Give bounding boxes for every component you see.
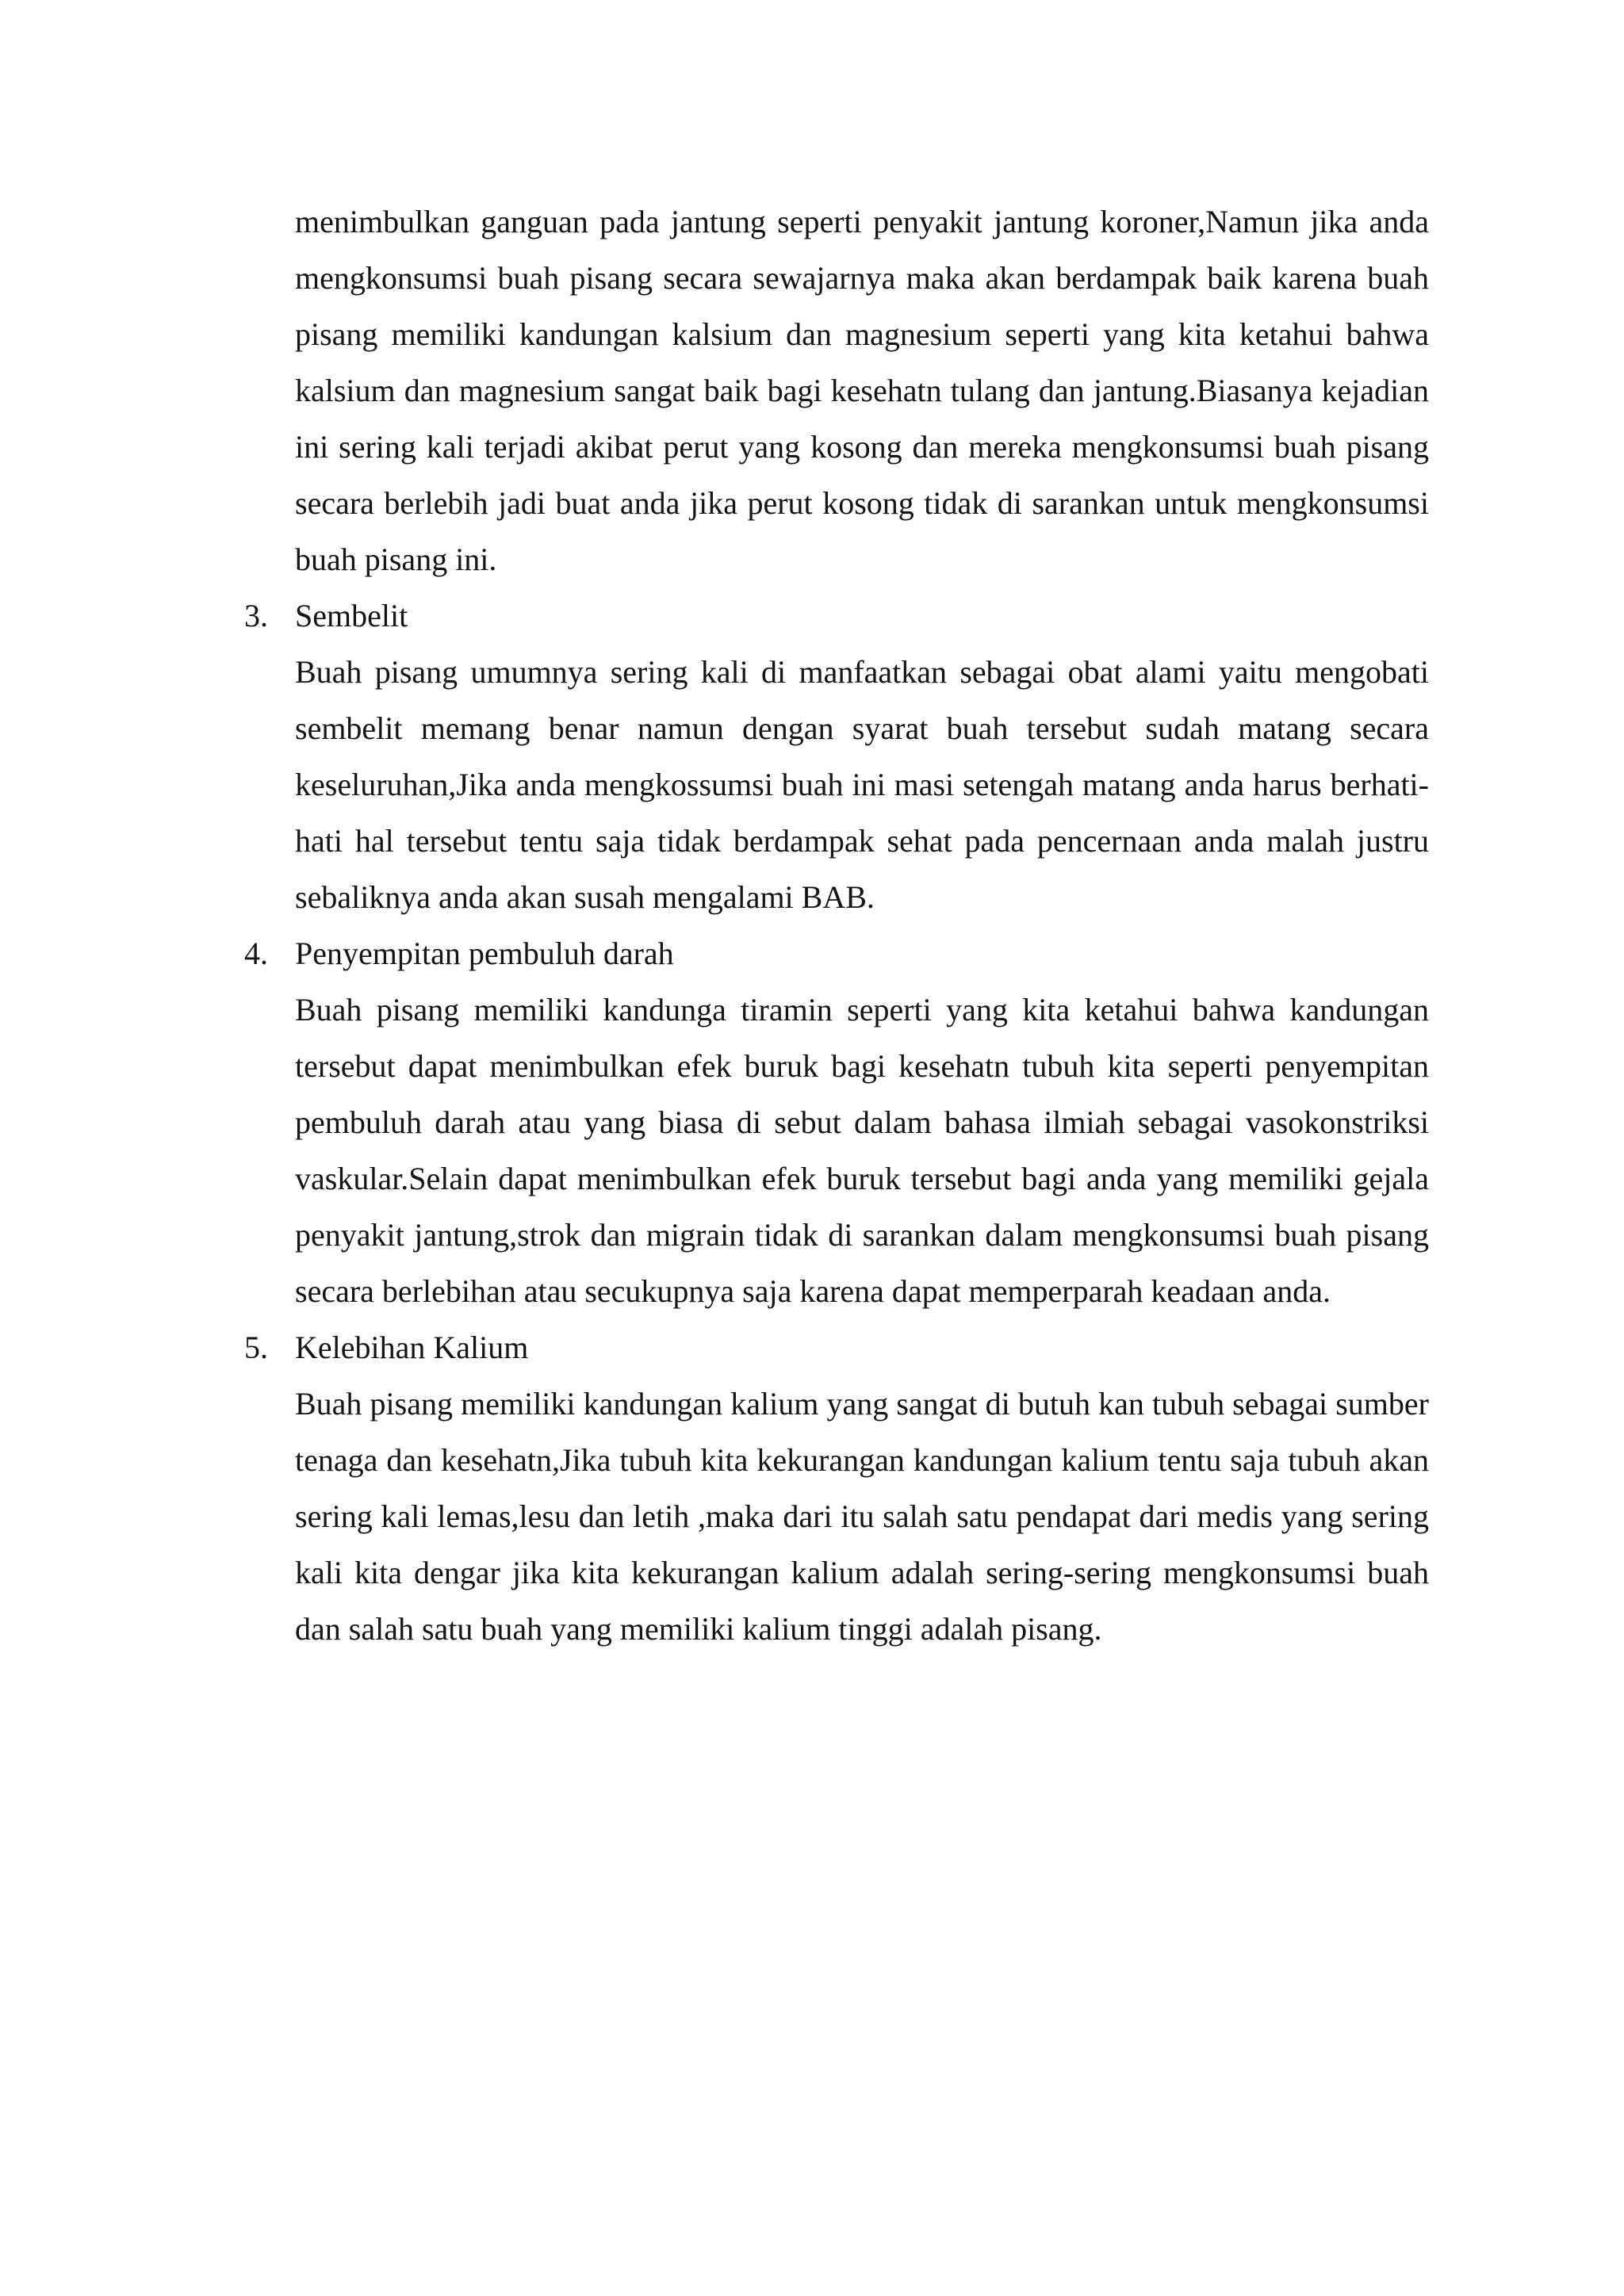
list-item-kelebihan-kalium [244,1319,1429,1657]
list-item-title: Sembelit [295,598,408,633]
list-item-penyempitan-pembuluh-darah [244,925,1429,1319]
intro-paragraph: menimbulkan ganguan pada jantung seperti penyakit jantung koroner,Namun jika anda mengkonsumsi buah pisang secara sewajarnya maka akan berdampak baik karena buah pisang memiliki kandungan kalsium dan magnesium seperti yang kita ketahui bahwa kalsium dan magnesium sangat baik bagi kesehatn tulang dan jantung.Biasanya kejadian ini sering kali terjadi akibat perut yang kosong dan mereka mengkonsumsi buah pisang secara berlebih jadi buat anda jika perut kosong tidak di sarankan untuk mengkonsumsi buah pisang ini. [295,204,1429,577]
list-item-body: Buah pisang memiliki kandunga tiramin seperti yang kita ketahui bahwa kandungan tersebut dapat menimbulkan efek buruk bagi kesehatn tubuh kita seperti penyempitan pembuluh darah atau yang biasa di sebut dalam bahasa ilmiah sebagai vasokonstriksi vaskular.Selain dapat menimbulkan efek buruk tersebut bagi anda yang memiliki gejala penyakit jantung,strok dan migrain tidak di sarankan dalam mengkonsumsi buah pisang secara berlebihan atau secukupnya saja karena dapat memperparah keadaan anda. [295,992,1429,1309]
list-item-body: Buah pisang umumnya sering kali di manfaatkan sebagai obat alami yaitu mengobati sembelit memang benar namun dengan syarat buah tersebut sudah matang secara keseluruhan,Jika anda mengkossumsi buah ini masi setengah matang anda harus berhati-hati hal tersebut tentu saja tidak berdampak sehat pada pencernaan anda malah justru sebaliknya anda akan susah mengalami BAB. [295,654,1429,915]
list-item-body: Buah pisang memiliki kandungan kalium yang sangat di butuh kan tubuh sebagai sumber tenaga dan kesehatn,Jika tubuh kita kekurangan kandungan kalium tentu saja tubuh akan sering kali lemas,lesu dan letih ,maka dari itu salah satu pendapat dari medis yang sering kali kita dengar jika kita kekurangan kalium adalah sering-sering mengkonsumsi buah dan salah satu buah yang memiliki kalium tinggi adalah pisang. [295,1386,1429,1647]
list-item-title: Penyempitan pembuluh darah [295,936,674,971]
list-item-number: 5. [244,1330,268,1365]
document-content [244,193,1429,1657]
list-item-number: 4. [244,936,268,971]
list-item-sembelit [244,587,1429,925]
list-item-number: 3. [244,598,268,633]
list-item-title: Kelebihan Kalium [295,1330,529,1365]
